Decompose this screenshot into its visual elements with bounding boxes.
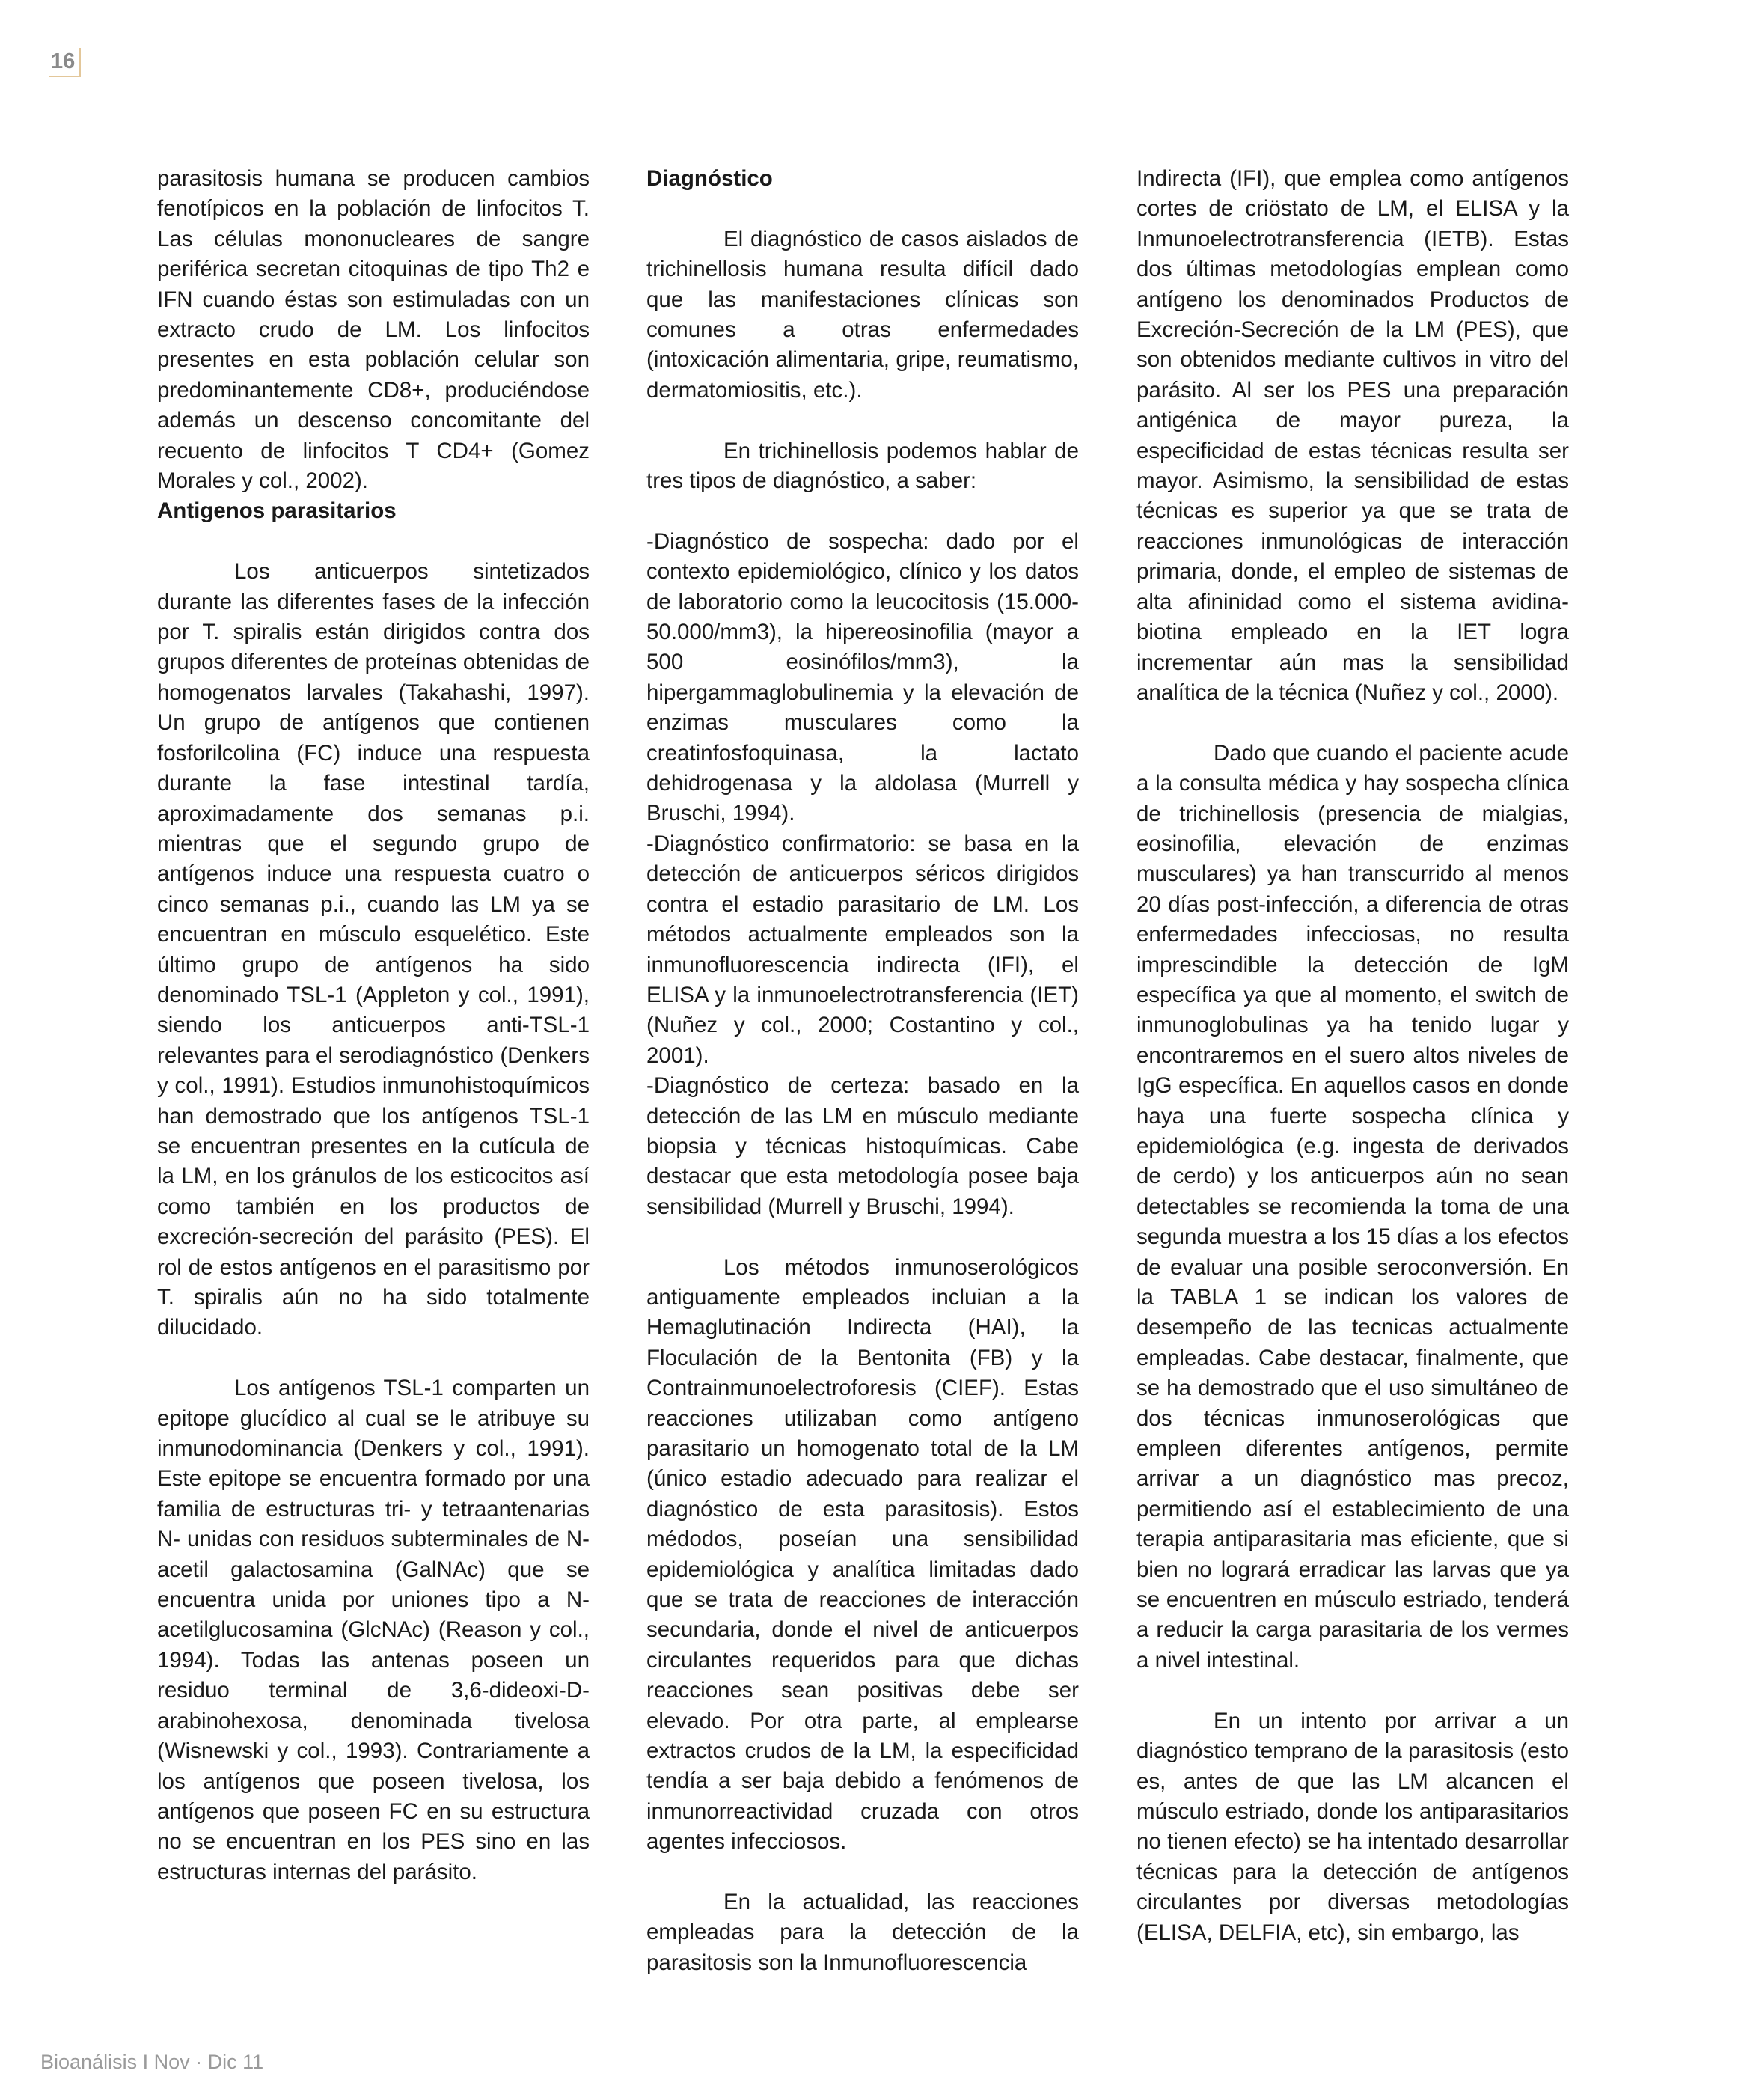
section-heading-antigenos: Antigenos parasitarios: [157, 498, 397, 524]
page-number: 16: [49, 48, 81, 77]
paragraph: Los antígenos TSL-1 comparten un epitope glucídico al cual se le atribuye su inmunodominancia (Denkers y col., 1991). Este epitope se encuentra formado por una familia de estructuras tri- y tetraantenarias N- unidas con residuos subterminales de N-acetil galactosamina (GalNAc) que se encuentra unida por uniones tipo a N-acetilglucosamina (GlcNAc) (Reason y col., 1994). Todas las antenas poseen un residuo terminal de 3,6-dideoxi-D-arabinohexosa, denominada tivelosa (Wisnewski y col., 1993). Contrariamente a los antígenos que poseen tivelosa, los antígenos que poseen FC en su estructura no se encuentran en los PES sino en las estructuras internas del parásito.: [157, 1376, 590, 1884]
paragraph: Dado que cuando el paciente acude a la consulta médica y hay sospecha clínica de trichinellosis (presencia de mialgias, eosinofilia, elevación de enzimas musculares) ya han transcurrido al menos 20 días post-infección, a diferencia de otras enfermedades infecciosas, no resulta imprescindible la detección de IgM específica ya que al momento, el switch de inmunoglobulinas ya ha tenido lugar y encontraremos en el suero altos niveles de IgG específica. En aquellos casos en donde haya una fuerte sospecha clínica y epidemiológica (e.g. ingesta de derivados de cerdo) y los anticuerpos aún no sean detectables se recomienda la toma de una segunda muestra a los 15 días a los efectos de evaluar una posible seroconversión. En la TABLA 1 se indican los valores de desempeño de las tecnicas actualmente empleadas. Cabe destacar, finalmente, que se ha demostrado que el uso simultáneo de dos técnicas inmunoserológicas que empleen diferentes antígenos, permite arrivar a un diagnóstico mas precoz, permitiendo así el establecimiento de una terapia antiparasitaria mas eficiente, que si bien no logrará erradicar las larvas que ya se encuentren en músculo estriado, tenderá a reducir la carga parasitaria de los vermes a nivel intestinal.: [1136, 740, 1569, 1673]
paragraph: En un intento por arrivar a un diagnóstico temprano de la parasitosis (esto es, antes de que las LM alcancen el músculo estriado, donde los antiparasitarios no tienen efecto) se ha intentado desarrollar técnicas para la detección de antígenos circulantes por diversas metodologías (ELISA, DELFIA, etc), sin embargo, las: [1136, 1708, 1569, 1945]
paragraph: Indirecta (IFI), que emplea como antígenos cortes de criöstato de LM, el ELISA y la Inmunoelectrotransferencia (IETB). Estas dos últimas metodologías emplean como antígeno los denominados Productos de Excreción-Secreción de la LM (PES), que son obtenidos mediante cultivos in vitro del parásito. Al ser los PES una preparación antigénica de mayor pureza, la especificidad de estas técnicas resulta ser mayor. Asimismo, la sensibilidad de estas técnicas es superior ya que se trata de reacciones inmunológicas de interacción primaria, donde, el empleo de sistemas de alta afininidad como el sistema avidina-biotina empleado en la IET logra incrementar aún mas la sensibilidad analítica de la técnica (Nuñez y col., 2000).: [1136, 166, 1569, 705]
paragraph: -Diagnóstico de certeza: basado en la detección de las LM en músculo mediante biopsia y técnicas histoquímicas. Cabe destacar que esta metodología posee baja sensibilidad (Murrell y Bruschi, 1994).: [646, 1073, 1079, 1219]
paragraph: Los anticuerpos sintetizados durante las diferentes fases de la infección por T. spiralis están dirigidos contra dos grupos diferentes de proteínas obtenidas de homogenatos larvales (Takahashi, 1997). Un grupo de antígenos que contienen fosforilcolina (FC) induce una respuesta durante la fase intestinal tardía, aproximadamente dos semanas p.i. mientras que el segundo grupo de antígenos induce una respuesta cuatro o cinco semanas p.i., cuando las LM ya se encuentran en músculo esquelético. Este último grupo de antígenos ha sido denominado TSL-1 (Appleton y col., 1991), siendo los anticuerpos anti-TSL-1 relevantes para el serodiagnóstico (Denkers y col., 1991). Estudios inmunohistoquímicos han demostrado que los antígenos TSL-1 se encuentran presentes en la cutícula de la LM, en los gránulos de los esticocitos así como también en los productos de excreción-secreción del parásito (PES). El rol de estos antígenos en el parasitismo por T. spiralis aún no ha sido totalmente dilucidado.: [157, 559, 590, 1340]
paragraph: En trichinellosis podemos hablar de tres tipos de diagnóstico, a saber:: [646, 438, 1079, 494]
text-column-3: [1136, 164, 1569, 1948]
section-heading-diagnostico: Diagnóstico: [646, 166, 773, 191]
paragraph: -Diagnóstico confirmatorio: se basa en la detección de anticuerpos séricos dirigidos contra el estadio parasitario de LM. Los métodos actualmente empleados son la inmunofluorescencia indirecta (IFI), el ELISA y la inmunoelectrotransferencia (IET) (Nuñez y col., 2000; Costantino y col., 2001).: [646, 831, 1079, 1068]
paragraph: -Diagnóstico de sospecha: dado por el contexto epidemiológico, clínico y los datos de laboratorio como la leucocitosis (15.000-50.000/mm3), la hipereosinofilia (mayor a 500 eosinófilos/mm3), la hipergammaglobulinemia y la elevación de enzimas musculares como la creatinfosfoquinasa, la lactato dehidrogenasa y la aldolasa (Murrell y Bruschi, 1994).: [646, 528, 1079, 826]
text-column-1: [157, 164, 590, 1887]
footer-publication: Bioanálisis I Nov · Dic 11: [40, 2051, 264, 2073]
text-column-2: [646, 164, 1079, 1978]
paragraph: Los métodos inmunoserológicos antiguamente empleados incluian a la Hemaglutinación Indirecta (HAI), la Floculación de la Bentonita (FB) y la Contrainmunoelectroforesis (CIEF). Estas reacciones utilizaban como antígeno parasitario un homogenato total de la LM (único estadio adecuado para realizar el diagnóstico de esta parasitosis). Estos médodos, poseían una sensibilidad epidemiológica y analítica limitadas dado que se trata de reacciones de interacción secundaria, donde el nivel de anticuerpos circulantes requeridos para que dichas reacciones sean positivas debe ser elevado. Por otra parte, al emplearse extractos crudos de la LM, la especificidad tendía a ser baja debido a fenómenos de inmunorreactividad cruzada con otros agentes infecciosos.: [646, 1254, 1079, 1855]
paragraph: El diagnóstico de casos aislados de trichinellosis humana resulta difícil dado que las manifestaciones clínicas son comunes a otras enfermedades (intoxicación alimentaria, gripe, reumatismo, dermatomiositis, etc.).: [646, 226, 1079, 403]
paragraph: parasitosis humana se producen cambios fenotípicos en la población de linfocitos T. Las células mononucleares de sangre periférica secretan citoquinas de tipo Th2 e IFN cuando éstas son estimuladas con un extracto crudo de LM. Los linfocitos presentes en esta población celular son predominantemente CD8+, produciéndose además un descenso concomitante del recuento de linfocitos T CD4+ (Gomez Morales y col., 2002).: [157, 166, 590, 494]
paragraph: En la actualidad, las reacciones empleadas para la detección de la parasitosis son la Inmunofluorescencia: [646, 1890, 1079, 1975]
